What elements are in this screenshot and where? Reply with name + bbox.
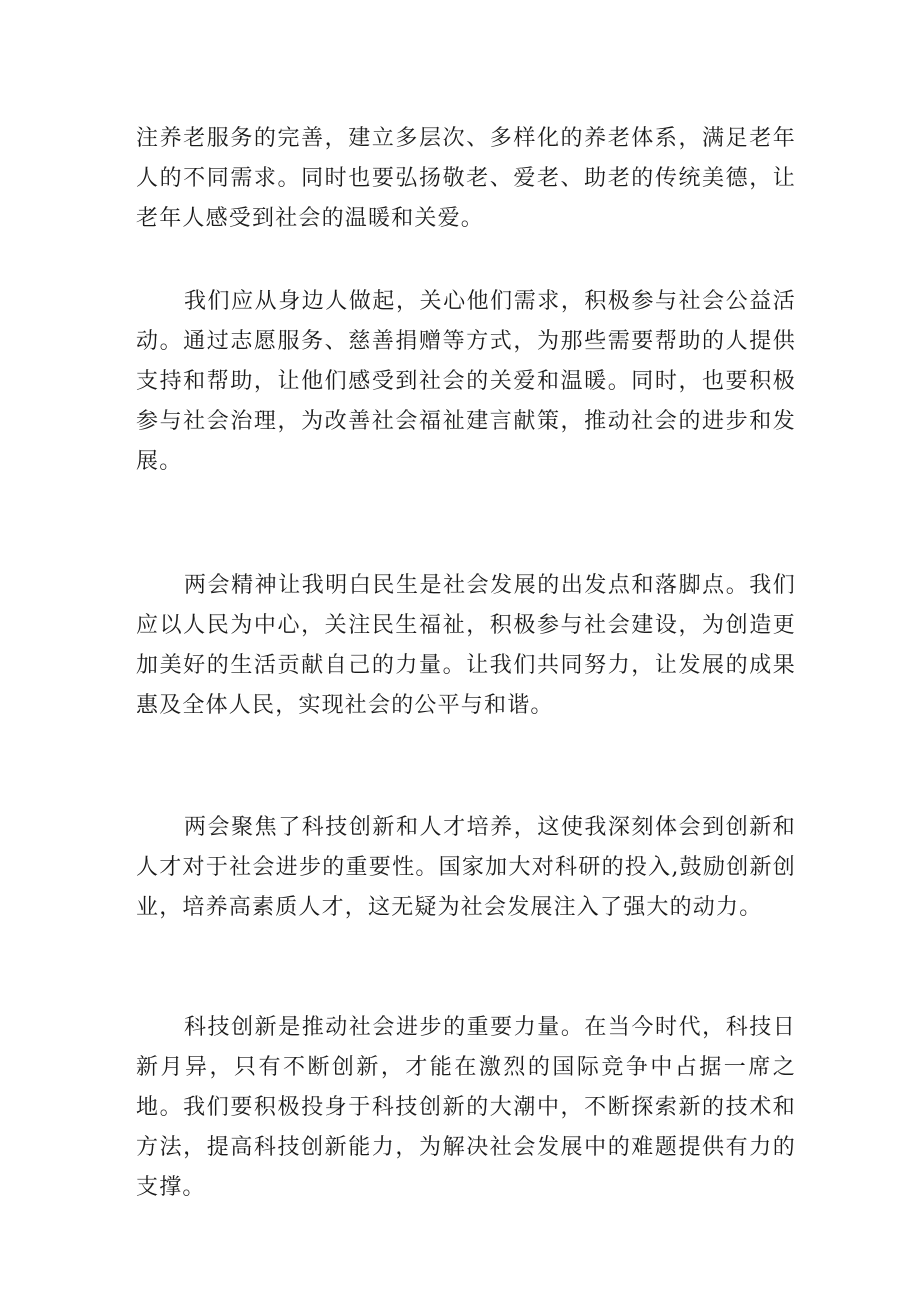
paragraph-2: 我们应从身边人做起，关心他们需求，积极参与社会公益活动。通过志愿服务、慈善捐赠等方式，为那些需要帮助的人提供支持和帮助，让他们感受到社会的关爱和温暖。同时，也要积极参与社会治理，为改善社会福祉建言献策，推动社会的进步和发展。 (136, 289, 796, 474)
paragraph-3: 两会精神让我明白民生是社会发展的出发点和落脚点。我们应以人民为中心，关注民生福祉，积极参与社会建设，为创造更加美好的生活贡献自己的力量。让我们共同努力，让发展的成果惠及全体人民，实现社会的公平与和谐。 (136, 573, 796, 718)
paragraph-1: 注养老服务的完善，建立多层次、多样化的养老体系，满足老年人的不同需求。同时也要弘扬敬老、爱老、助老的传统美德，让老年人感受到社会的温暖和关爱。 (136, 126, 796, 231)
paragraph-4: 两会聚焦了科技创新和人才培养，这使我深刻体会到创新和人才对于社会进步的重要性。国家加大对科研的投入,鼓励创新创业，培养高素质人才，这无疑为社会发展注入了强大的动力。 (136, 815, 796, 920)
paragraph-5: 科技创新是推动社会进步的重要力量。在当今时代，科技日新月异，只有不断创新，才能在激烈的国际竞争中占据一席之地。我们要积极投身于科技创新的大潮中，不断探索新的技术和方法，提高科技创新能力，为解决社会发展中的难题提供有力的支撑。 (136, 1015, 796, 1200)
